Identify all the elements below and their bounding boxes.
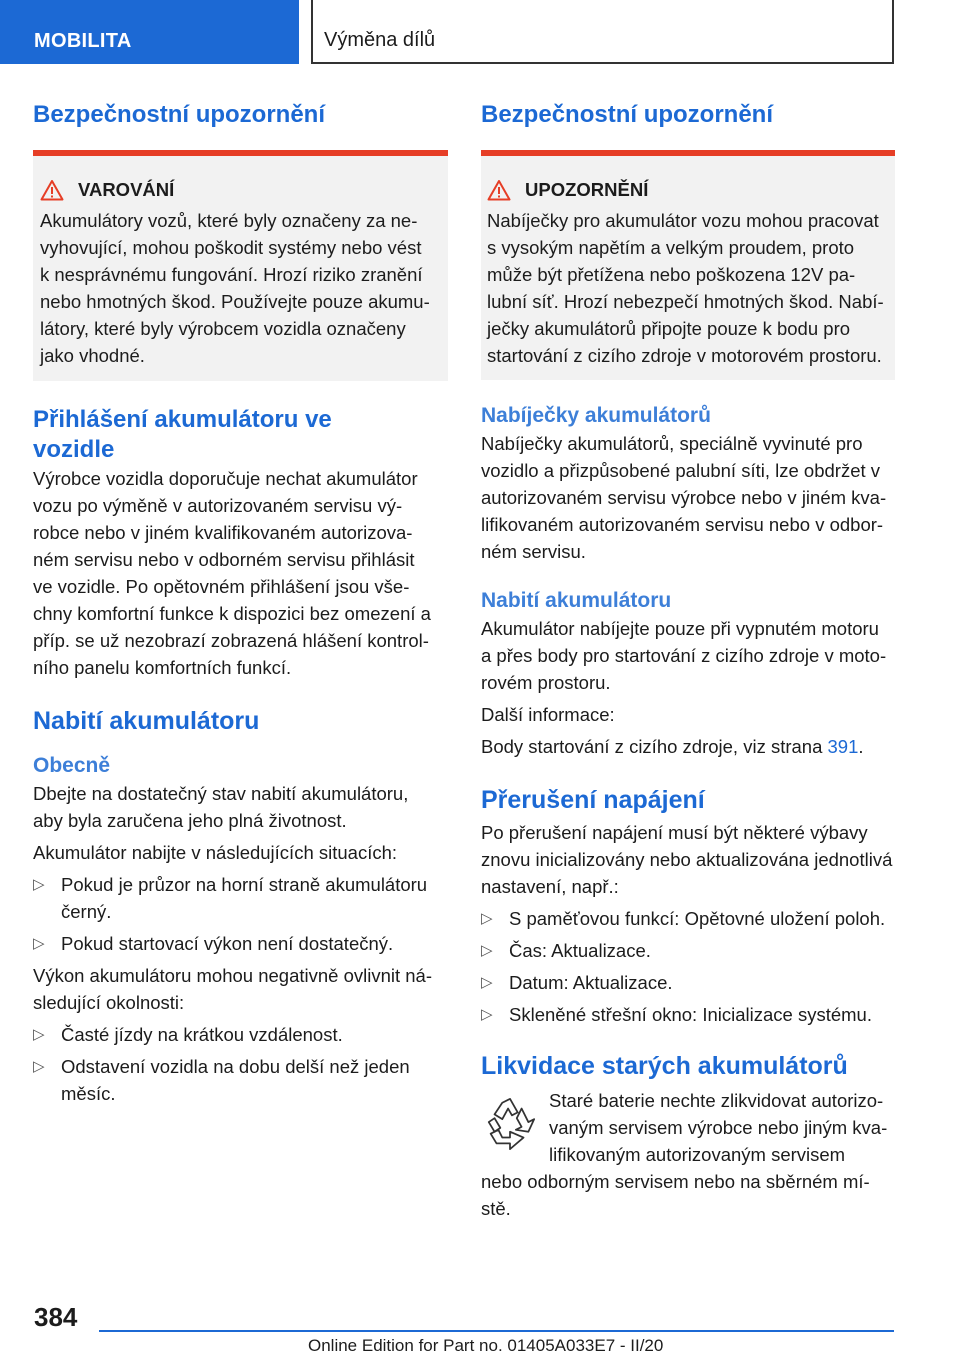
more-info: Další informace: (481, 704, 615, 725)
list-item-text: měsíc. (61, 1083, 116, 1104)
power-list (481, 905, 895, 1028)
charging-paragraph (481, 615, 895, 696)
warning-line: vyhovující, mohou poškodit systémy nebo vést (40, 237, 422, 258)
situations-intro: Akumulátor nabijte v následujících situacích: (33, 842, 398, 863)
registration-heading-line2: vozidle (33, 436, 115, 463)
text-line: robce nebo v jiném kvalifikovaném autorizova- (33, 522, 413, 543)
caution-line: Nabíječky pro akumulátor vozu mohou pracovat (487, 210, 879, 231)
registration-heading (33, 405, 448, 465)
list-item-text: černý. (61, 901, 112, 922)
section-tab (0, 0, 299, 64)
text-line: lifikovaném autorizovaném servisu nebo v odbor- (481, 514, 884, 535)
power-heading: Přerušení napájení (481, 786, 705, 814)
caution-line: s vysokým napětím a velkým proudem, proto (487, 237, 855, 258)
caution-line: startování z cizího zdroje v motorovém prostoru. (487, 345, 882, 366)
text-line: aby byla zaručena jeho plná životnost. (33, 810, 347, 831)
charging-heading-left: Nabití akumulátoru (33, 707, 260, 735)
list-item (33, 871, 448, 925)
caution-title-row (487, 176, 887, 203)
text-line: a přes body pro startování z cizího zdroje v moto- (481, 645, 887, 666)
text-line: Nabíječky akumulátorů, speciálně vyvinuté pro (481, 433, 863, 454)
list-item-text: Pokud startovací výkon není dostatečný. (61, 933, 394, 954)
text-line: Výrobce vozidla doporučuje nechat akumulátor (33, 468, 418, 489)
list-item-text: Časté jízdy na krátkou vzdálenost. (61, 1024, 343, 1045)
text-line: ního panelu komfortních funkcí. (33, 657, 292, 678)
disposal-heading: Likvidace starých akumulátorů (481, 1052, 848, 1080)
caution-line: může být přetížena nebo poškozena 12V pa- (487, 264, 856, 285)
text-line: vaným servisem výrobce nebo jiným kva- (549, 1117, 888, 1138)
footer-divider (99, 1330, 894, 1332)
list-item: ▷ Datum: Aktualizace. (481, 969, 895, 996)
text-line: znovu inicializovány nebo aktualizována jednotlivá (481, 849, 893, 870)
warning-triangle-icon (487, 179, 511, 201)
caution-title: UPOZORNĚNÍ (525, 179, 649, 200)
factors-list (33, 1021, 448, 1107)
text-line: ve vozidle. Po opětovném přihlášení jsou vše- (33, 576, 410, 597)
safety-heading-left: Bezpečnostní upozornění (33, 101, 326, 128)
text-line: Výkon akumulátoru mohou negativně ovlivnit ná- (33, 965, 433, 986)
text-line: Staré baterie nechte zlikvidovat autorizo- (549, 1090, 884, 1111)
caution-line: ječky akumulátorů připojte pouze k bodu pro (487, 318, 851, 339)
registration-heading-line1: Přihlášení akumulátoru ve (33, 406, 332, 433)
warning-title-row (40, 176, 440, 203)
reference-end: . (858, 736, 864, 757)
general-heading: Obecně (33, 754, 111, 777)
warning-line: látory, které byly výrobcem vozidla označeny (40, 318, 406, 339)
warning-line: k nesprávnému fungování. Hrozí riziko zranění (40, 264, 423, 285)
warning-triangle-icon (40, 179, 64, 201)
text-line: rovém prostoru. (481, 672, 611, 693)
text-line: vozu po výměně v autorizovaném servisu vý- (33, 495, 403, 516)
text-line: chny komfortní funkce k dispozici bez omezení a (33, 603, 431, 624)
text-line: nebo odborným servisem nebo na sběrném mí- (481, 1171, 870, 1192)
page-link[interactable]: 391 (827, 736, 859, 757)
warning-line: jako vhodné. (40, 345, 145, 366)
text-line: autorizovaném servisu výrobce nebo v jiném kva- (481, 487, 887, 508)
list-item-text: Pokud je průzor na horní straně akumulátoru (61, 874, 428, 895)
caution-box (481, 150, 895, 380)
recycle-icon (481, 1095, 539, 1153)
text-line: ném servisu. (481, 541, 586, 562)
list-item (33, 1053, 448, 1107)
edition-text: Online Edition for Part no. 01405A033E7 - II/20 (308, 1336, 664, 1355)
list-item-text: Odstavení vozidla na dobu delší než jeden (61, 1056, 410, 1077)
factors-paragraph (33, 962, 448, 1016)
chapter-title: Výměna dílů (324, 29, 436, 51)
reference-text: Body startování z cizího zdroje, viz strana (481, 736, 828, 757)
list-item: ▷ S paměťovou funkcí: Opětovné uložení poloh. (481, 905, 895, 932)
text-line: lifikovaným autorizovaným servisem (549, 1144, 846, 1165)
text-line: vozidlo a přizpůsobené palubní síti, lze obdržet v (481, 460, 881, 481)
warning-title: VAROVÁNÍ (78, 179, 175, 200)
power-paragraph (481, 819, 895, 900)
warning-line: nebo hmotných škod. Používejte pouze akumu- (40, 291, 430, 312)
charging-heading-right: Nabití akumulátoru (481, 589, 672, 612)
disposal-paragraph (481, 1087, 895, 1222)
situations-list (33, 871, 448, 957)
right-column (481, 100, 895, 1222)
safety-heading-right: Bezpečnostní upozornění (481, 101, 774, 128)
jump-start-reference (481, 733, 895, 760)
list-item: ▷ Čas: Aktualizace. (481, 937, 895, 964)
text-line: Akumulátor nabíjejte pouze při vypnutém motoru (481, 618, 879, 639)
chapter-tab (311, 0, 894, 64)
text-line: příp. se už nezobrazí zobrazená hlášení kontrol- (33, 630, 429, 651)
left-column (33, 100, 448, 1107)
chargers-paragraph (481, 430, 895, 565)
text-line: nastavení, např.: (481, 876, 619, 897)
text-line: Po přerušení napájení musí být některé výbavy (481, 822, 868, 843)
general-paragraph (33, 780, 448, 834)
registration-paragraph (33, 465, 448, 681)
chargers-heading: Nabíječky akumulátorů (481, 404, 711, 427)
section-title: MOBILITA (34, 30, 132, 52)
warning-line: Akumulátory vozů, které byly označeny za ne- (40, 210, 418, 231)
caution-line: lubní síť. Hrozí nebezpečí hmotných škod. Nabí- (487, 291, 884, 312)
text-line: Dbejte na dostatečný stav nabití akumulátoru, (33, 783, 409, 804)
text-line: ném servisu nebo v odborném servisu přihlásit (33, 549, 415, 570)
list-item: ▷ Skleněné střešní okno: Inicializace systému. (481, 1001, 895, 1028)
list-item (33, 1021, 448, 1048)
list-item (33, 930, 448, 957)
warning-box (33, 150, 448, 381)
page-number: 384 (34, 1302, 78, 1332)
text-line: stě. (481, 1198, 511, 1219)
text-line: sledující okolnosti: (33, 992, 185, 1013)
